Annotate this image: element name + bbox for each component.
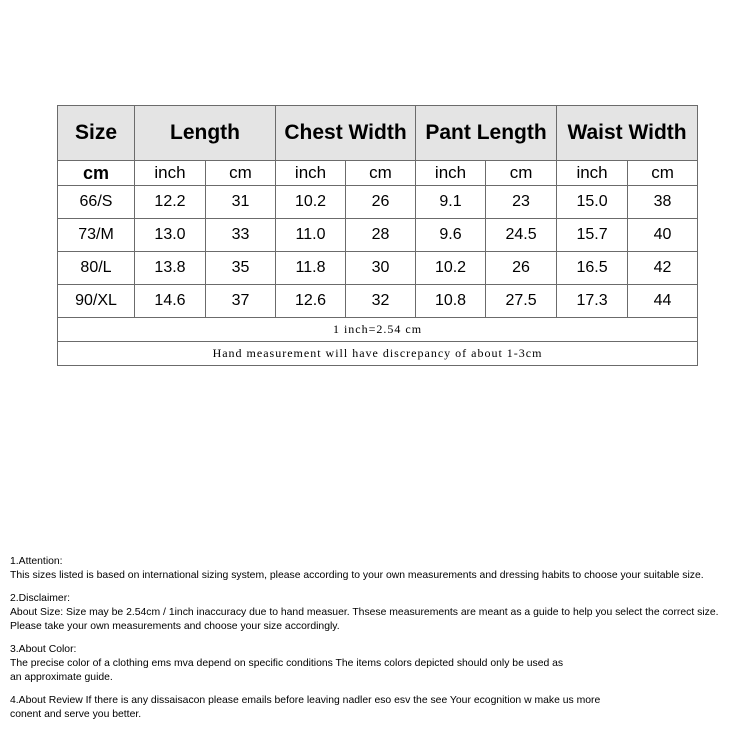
note-heading: 3.About Color: — [10, 644, 77, 655]
header-pant-length: Pant Length — [416, 106, 557, 161]
unit-cell: inch — [557, 161, 628, 186]
unit-row — [58, 161, 698, 186]
header-chest-width: Chest Width — [276, 106, 416, 161]
table-cell: 14.6 — [135, 285, 206, 318]
table-cell: 42 — [628, 252, 698, 285]
table-cell: 66/S — [58, 186, 135, 219]
note-heading: 1.Attention: — [10, 556, 63, 567]
unit-cell: cm — [346, 161, 416, 186]
note-text: About Size: Size may be 2.54cm / 1inch inaccuracy due to hand measuer. Thsese measurements are meant as a guide to help you select the correct size. — [10, 607, 719, 618]
conversion-note: 1 inch=2.54 cm — [58, 318, 698, 342]
table-cell: 16.5 — [557, 252, 628, 285]
note-text: an approximate guide. — [10, 672, 113, 683]
note-heading: 4.About Review If there is any dissaisacon please emails before leaving nadler eso esv the see Your ecognition w make us more — [10, 695, 601, 706]
unit-cell: inch — [416, 161, 486, 186]
header-length: Length — [135, 106, 276, 161]
measurement-note-row — [58, 342, 698, 366]
table-cell: 12.2 — [135, 186, 206, 219]
table-cell: 12.6 — [276, 285, 346, 318]
table-cell: 10.2 — [416, 252, 486, 285]
unit-cell: cm — [58, 161, 135, 186]
size-chart-table — [57, 105, 698, 366]
table-cell: 32 — [346, 285, 416, 318]
table-cell: 9.6 — [416, 219, 486, 252]
table-cell: 13.8 — [135, 252, 206, 285]
table-cell: 37 — [206, 285, 276, 318]
table-row — [58, 252, 698, 285]
table-cell: 26 — [346, 186, 416, 219]
measurement-note: Hand measurement will have discrepancy of about 1-3cm — [58, 342, 698, 366]
conversion-note-row — [58, 318, 698, 342]
review-note — [10, 694, 748, 722]
note-text: conent and serve you better. — [10, 709, 142, 720]
table-cell: 9.1 — [416, 186, 486, 219]
table-cell: 44 — [628, 285, 698, 318]
table-cell: 27.5 — [486, 285, 557, 318]
table-cell: 23 — [486, 186, 557, 219]
size-notes — [10, 555, 748, 722]
disclaimer-note — [10, 592, 748, 634]
unit-cell: cm — [486, 161, 557, 186]
table-cell: 13.0 — [135, 219, 206, 252]
note-heading: 2.Disclaimer: — [10, 593, 71, 604]
unit-cell: inch — [135, 161, 206, 186]
table-cell: 28 — [346, 219, 416, 252]
header-waist-width: Waist Width — [557, 106, 698, 161]
table-row — [58, 219, 698, 252]
table-cell: 11.0 — [276, 219, 346, 252]
table-row — [58, 186, 698, 219]
color-note — [10, 643, 748, 685]
table-cell: 33 — [206, 219, 276, 252]
table-cell: 26 — [486, 252, 557, 285]
table-cell: 40 — [628, 219, 698, 252]
header-size: Size — [58, 106, 135, 161]
attention-note — [10, 555, 748, 583]
table-cell: 17.3 — [557, 285, 628, 318]
table-cell: 31 — [206, 186, 276, 219]
table-cell: 80/L — [58, 252, 135, 285]
table-cell: 15.0 — [557, 186, 628, 219]
table-cell: 10.2 — [276, 186, 346, 219]
unit-cell: cm — [206, 161, 276, 186]
table-header-row — [58, 106, 698, 161]
unit-cell: cm — [628, 161, 698, 186]
unit-cell: inch — [276, 161, 346, 186]
table-cell: 10.8 — [416, 285, 486, 318]
note-text: This sizes listed is based on international sizing system, please according to your own measurements and dressing habits to choose your suitable size. — [10, 570, 704, 581]
table-cell: 24.5 — [486, 219, 557, 252]
table-row — [58, 285, 698, 318]
table-cell: 30 — [346, 252, 416, 285]
table-cell: 38 — [628, 186, 698, 219]
table-cell: 11.8 — [276, 252, 346, 285]
table-cell: 73/M — [58, 219, 135, 252]
note-text: Please take your own measurements and choose your size accordingly. — [10, 621, 340, 632]
table-cell: 90/XL — [58, 285, 135, 318]
table-cell: 35 — [206, 252, 276, 285]
table-cell: 15.7 — [557, 219, 628, 252]
note-text: The precise color of a clothing ems mva depend on specific conditions The items colors depicted should only be used as — [10, 658, 564, 669]
